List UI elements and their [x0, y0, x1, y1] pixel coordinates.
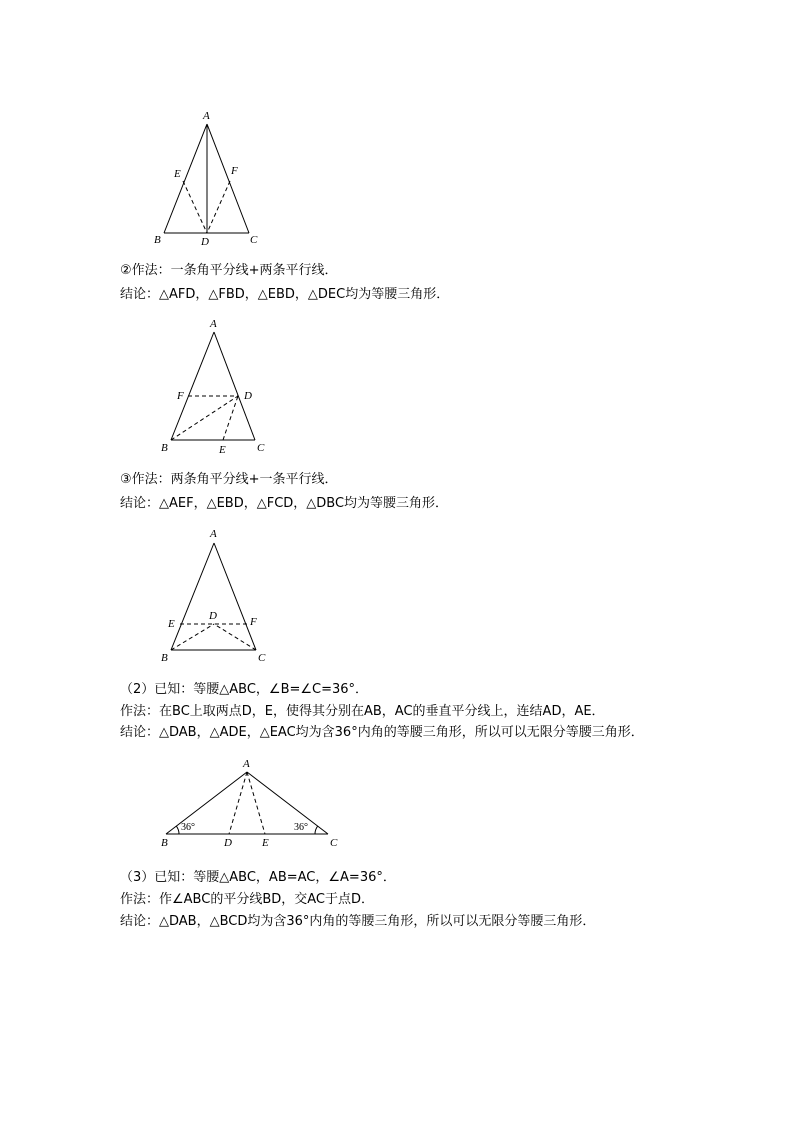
- label-E: E: [174, 168, 181, 180]
- label-E: E: [168, 618, 175, 630]
- part-3-method-text: 作法：作∠ABC的平分线BD，交AC于点D．: [120, 892, 374, 907]
- method-2-text: ②作法：一条角平分线+两条平行线．: [120, 263, 338, 278]
- label-D: D: [201, 236, 209, 248]
- label-C: C: [330, 837, 338, 849]
- label-B: B: [161, 652, 168, 664]
- label-D: D: [244, 390, 252, 402]
- label-C: C: [257, 442, 265, 454]
- label-A: A: [210, 318, 217, 330]
- label-A: A: [203, 110, 210, 122]
- label-F: F: [250, 616, 257, 628]
- method-3-text: ③作法：两条角平分线+一条平行线．: [120, 472, 338, 487]
- label-E: E: [262, 837, 269, 849]
- label-B: B: [161, 442, 168, 454]
- label-A: A: [243, 758, 250, 770]
- conclusion-2-text: 结论：△AFD，△FBD，△EBD，△DEC均为等腰三角形．: [120, 287, 450, 302]
- label-C: C: [258, 652, 266, 664]
- part-3-conclusion-text: 结论：△DAB，△BCD均为含36°内角的等腰三角形，所以可以无限分等腰三角形．: [120, 914, 596, 929]
- label-F: F: [231, 165, 238, 177]
- label-D: D: [209, 610, 217, 622]
- label-A: A: [210, 528, 217, 540]
- part-2-method-text: 作法：在BC上取两点D，E，使得其分别在AB，AC的垂直平分线上，连结AD，AE．: [120, 704, 605, 719]
- label-C: C: [250, 234, 258, 246]
- angle-C-label: 36°: [294, 822, 308, 833]
- part-2-given-text: （2）已知：等腰△ABC，∠B=∠C=36°．: [120, 682, 369, 697]
- part-3-given-text: （3）已知：等腰△ABC，AB=AC，∠A=36°．: [120, 870, 396, 885]
- label-D: D: [224, 837, 232, 849]
- conclusion-3-text: 结论：△AEF，△EBD，△FCD，△DBC均为等腰三角形．: [120, 496, 449, 511]
- part-2-conclusion-text: 结论：△DAB，△ADE，△EAC均为含36°内角的等腰三角形，所以可以无限分等腰三角形．: [120, 725, 644, 740]
- label-E: E: [219, 444, 226, 456]
- label-B: B: [154, 234, 161, 246]
- angle-B-label: 36°: [181, 822, 195, 833]
- label-B: B: [161, 837, 168, 849]
- label-F: F: [177, 390, 184, 402]
